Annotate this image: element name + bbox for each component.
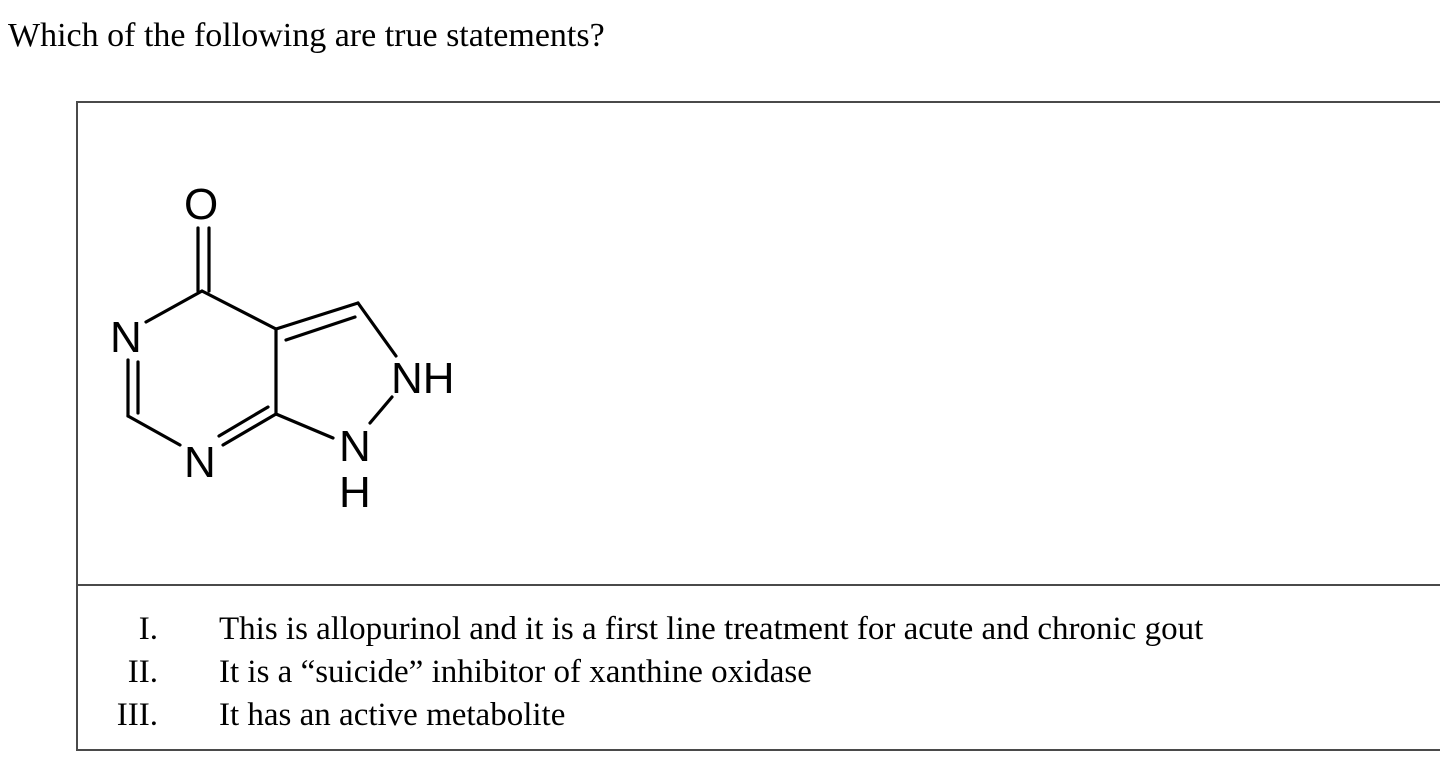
statement-numeral: I. <box>138 611 158 647</box>
question-table <box>76 101 1440 751</box>
statement-text: It is a “suicide” inhibitor of xanthine oxidase <box>219 654 812 690</box>
bond-c2-n1 <box>128 416 180 445</box>
atom-n-top: N <box>110 313 142 362</box>
atom-oxygen: O <box>184 180 219 229</box>
bond-n2-n1h <box>370 397 392 423</box>
statement-numeral: III. <box>116 697 158 733</box>
bond-c3-n2 <box>358 303 396 356</box>
statement-list <box>78 608 1440 737</box>
statement-item <box>78 608 1440 651</box>
statement-text: This is allopurinol and it is a first line treatment for acute and chronic gout <box>219 611 1204 647</box>
bond-c4-c3a <box>202 291 276 329</box>
bond-c3a-c3-2 <box>286 317 355 340</box>
bond-n1h-c7a <box>276 414 333 438</box>
chemical-structure <box>78 103 598 586</box>
statement-numeral: II. <box>127 654 158 690</box>
statement-item <box>78 694 1440 737</box>
atom-nh-ring: NH <box>391 354 455 403</box>
atom-n-bottom: N <box>184 438 216 487</box>
bond-c4-n3 <box>146 291 202 322</box>
structure-cell <box>78 103 1440 586</box>
atom-h-lower: H <box>339 468 371 517</box>
statement-text: It has an active metabolite <box>219 697 566 733</box>
bond-c3a-c3-1 <box>276 303 358 329</box>
atom-n-lower: N <box>339 422 371 471</box>
question-text: Which of the following are true statements? <box>8 17 605 54</box>
statement-item <box>78 651 1440 694</box>
